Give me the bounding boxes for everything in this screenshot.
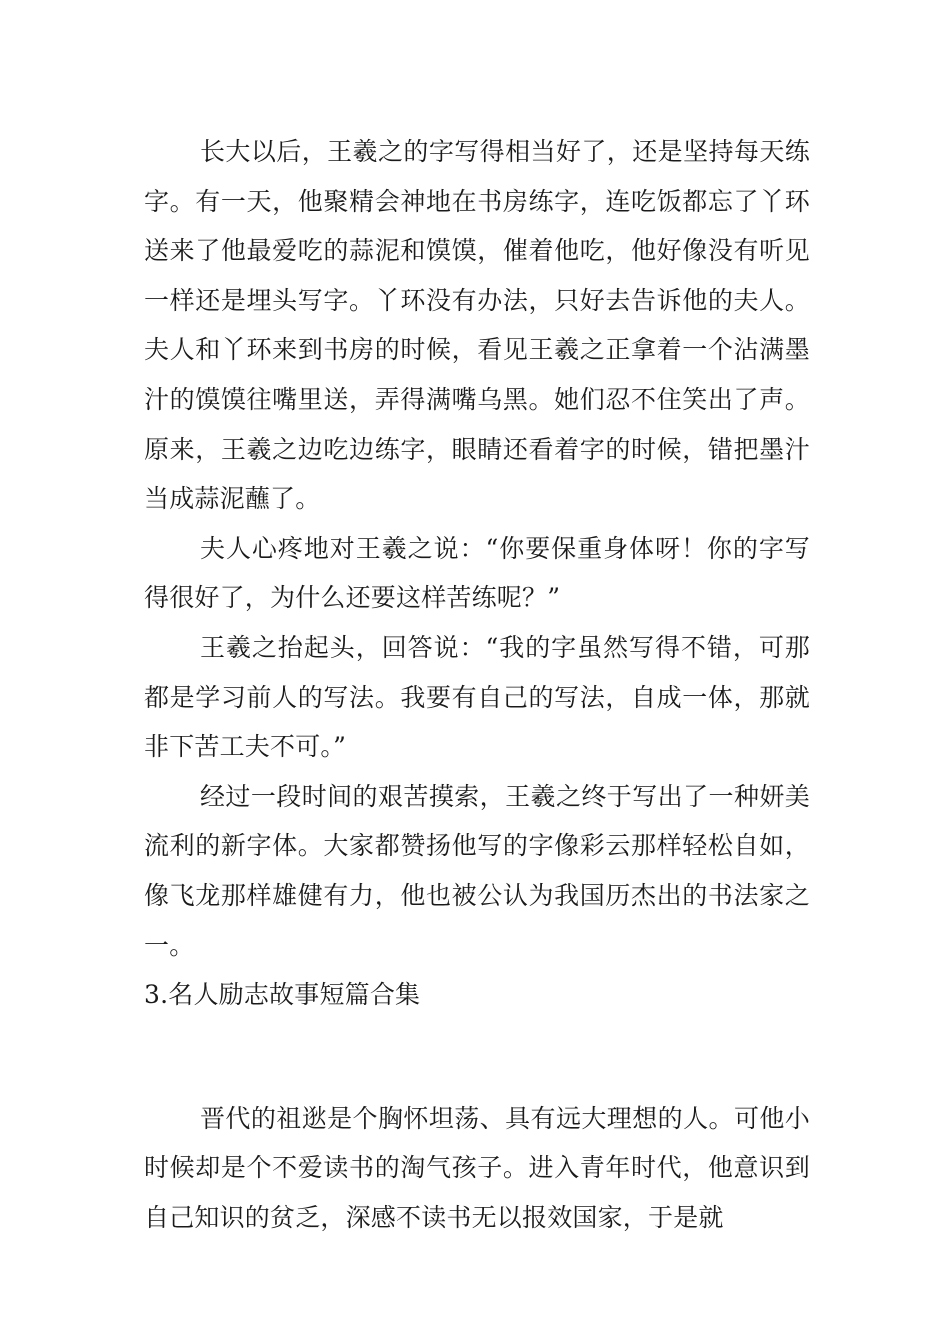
paragraph-new-style: 经过一段时间的艰苦摸索，王羲之终于写出了一种妍美流利的新字体。大家都赞扬他写的字像彩云那样轻松自如，像飞龙那样雄健有力，他也被公认为我国历杰出的书法家之一。 bbox=[144, 781, 810, 960]
document-body bbox=[144, 127, 810, 1242]
paragraph-wife-question: 夫人心疼地对王羲之说：“你要保重身体呀！你的字写得很好了，为什么还要这样苦练呢？” bbox=[144, 533, 810, 613]
paragraph-practice: 长大以后，王羲之的字写得相当好了，还是坚持每天练字。有一天，他聚精会神地在书房练字，连吃饭都忘了丫环送来了他最爱吃的蒜泥和馍馍，催着他吃，他好像没有听见一样还是埋头写字。丫环没有办法，只好去告诉他的夫人。夫人和丫环来到书房的时候，看见王羲之正拿着一个沾满墨汁的馍馍往嘴里送，弄得满嘴乌黑。她们忍不住笑出了声。原来，王羲之边吃边练字，眼睛还看着字的时候，错把墨汁当成蒜泥蘸了。 bbox=[144, 137, 810, 514]
section-heading: 3.名人励志故事短篇合集 bbox=[144, 980, 421, 1010]
paragraph-wang-answer: 王羲之抬起头，回答说：“我的字虽然写得不错，可那都是学习前人的写法。我要有自己的写法，自成一体，那就非下苦工夫不可。” bbox=[144, 632, 810, 762]
paragraph-zu-ti: 晋代的祖逖是个胸怀坦荡、具有远大理想的人。可他小时候却是个不爱读书的淘气孩子。进入青年时代，他意识到自己知识的贫乏，深感不读书无以报效国家，于是就 bbox=[144, 1103, 810, 1232]
section-spacer bbox=[144, 1020, 810, 1094]
